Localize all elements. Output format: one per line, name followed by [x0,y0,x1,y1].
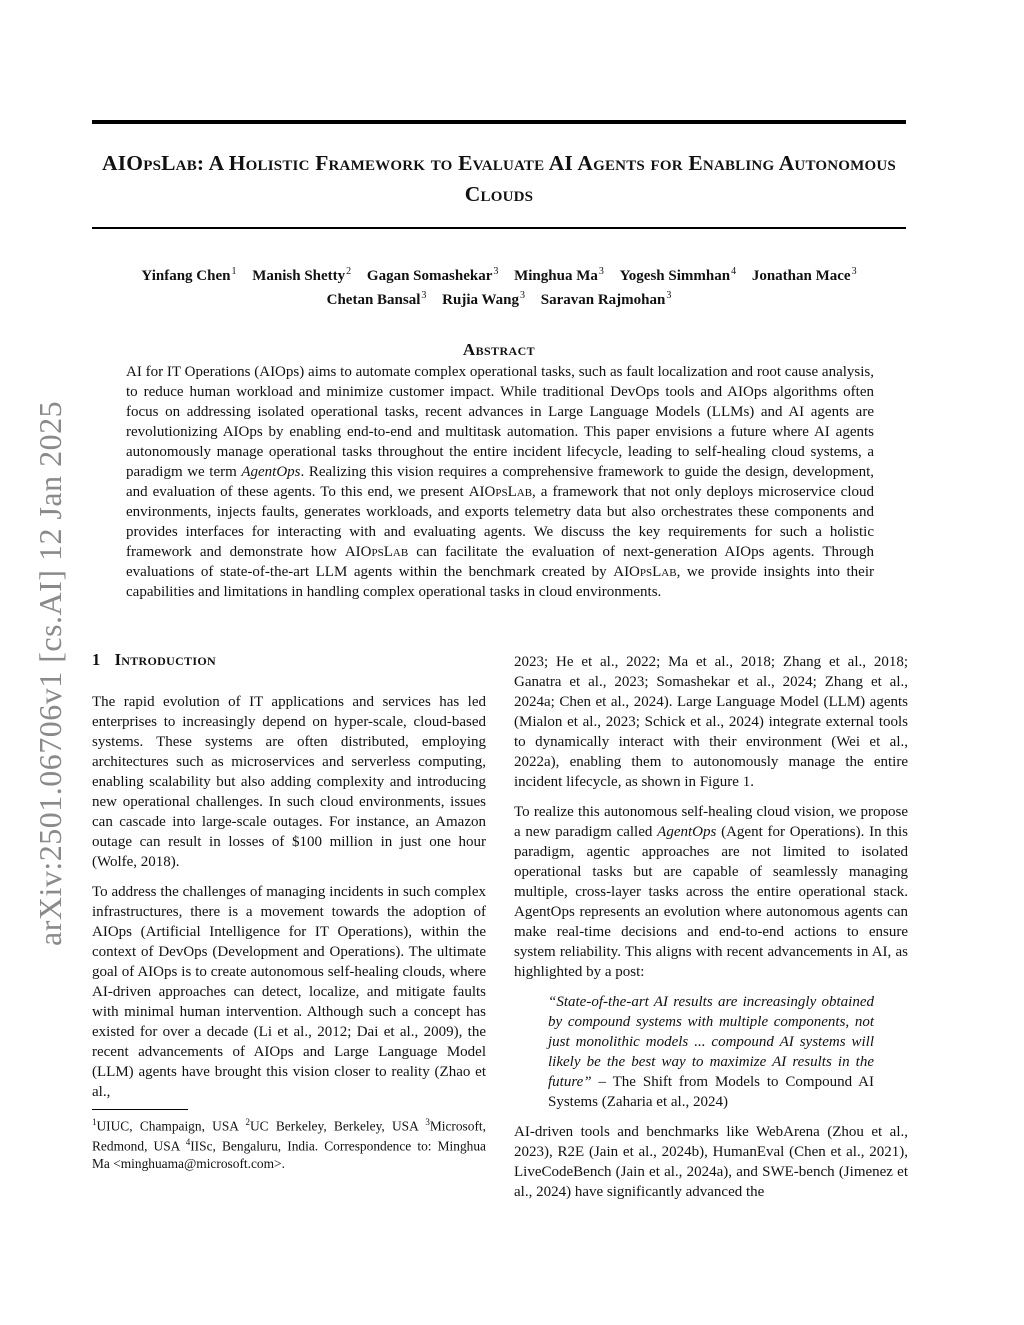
arxiv-identifier: arXiv:2501.06706v1 [cs.AI] 12 Jan 2025 [32,400,68,946]
footnote-text: UC Berkeley, Berkeley, USA [250,1118,426,1134]
author-name: Saravan Rajmohan [540,292,666,308]
footnote-mark: 3 [425,1117,430,1127]
author [367,268,498,284]
framework-name: AIOpsLab [344,544,409,560]
author-affiliation: 3 [520,290,525,301]
paragraph: The rapid evolution of IT applications and services has led enterprises to increasingly depend on hyper-scale, cloud-based systems. These systems are often distributed, employing architectures such as microservices and serverless computing, enabling scalability but also adding complexity and introducing new operational challenges. In such cloud environments, issues can cascade into large-scale outages. For instance, an Amazon outage can result in losses of $100 million in just one hour (Wolfe, 2018). [92,694,486,870]
author-affiliation: 1 [231,266,237,277]
author-affiliation: 3 [598,266,604,277]
author-name: Chetan Bansal [326,292,421,308]
author-name: Rujia Wang [442,292,519,308]
author [327,292,427,308]
author [514,268,604,284]
author-affiliation: 3 [851,266,857,277]
author [541,292,672,308]
abstract-part: , a framework that not only deploys microservice cloud environments, injects faults, generates workloads, and exports telemetry data but also orchestrates these components and provides interfaces for interacting with and evaluating agents. We discuss the key requirements for such a holistic framework and demonstrate how [126,484,874,560]
author [752,268,857,284]
quote-source: – The Shift from Models to Compound AI Systems (Zaharia et al., 2024) [548,1074,874,1110]
author-affiliation: 3 [493,266,499,277]
author-name: Yinfang Chen [141,268,231,284]
author-affiliation: 3 [666,290,672,301]
author [620,268,736,284]
abstract-heading: Abstract [462,340,536,359]
abstract-part: can facilitate the evaluation of next-generation AIOps agents. Through evaluations of state-of-the-art LLM agents within the benchmark created by [126,544,874,580]
framework-name: AIOpsLab [468,484,533,500]
left-column [92,692,486,1112]
quote-text: “State-of-the-art AI results are increasingly obtained by compound systems with multiple components, not just monolithic models ... compound AI systems will likely be the best way to maximize AI results in the future” [548,994,874,1090]
agentops-term: AgentOps [657,824,717,840]
paragraph: To address the challenges of managing incidents in such complex infrastructures, there is a movement towards the adoption of AIOps (Artificial Intelligence for IT Operations), within the context of DevOps (Development and Operations). The ultimate goal of AIOps is to create autonomous self-healing clouds, where AI-driven approaches can detect, localize, and mitigate faults with minimal human intervention. Although such a concept has existed for over a decade (Li et al., 2012; Dai et al., 2009), the recent advancements of AIOps and Large Language Model (LLM) agents have brought this vision closer to reality (Zhao et al., [92,884,486,1100]
abstract-part: , we provide insights into their capabilities and limitations in handling complex operational tasks in cloud environments. [126,564,875,600]
author-name: Gagan Somashekar [366,268,493,284]
author-list [92,262,906,310]
author-name: Minghua Ma [514,268,598,284]
author-affiliation: 3 [421,290,427,301]
author-name: Yogesh Simmhan [619,268,731,284]
author [442,292,525,308]
footnote-text: UIUC, Champaign, USA [96,1118,246,1134]
author [141,268,236,284]
paragraph-part: To realize this autonomous self-healing cloud vision, we propose a new paradigm called [514,804,908,840]
section-heading [92,650,492,670]
abstract-term: AgentOps [241,464,301,480]
paper-title: AIOpsLab: A Holistic Framework to Evaluate AI Agents for Enabling Autonomous Clouds [102,151,896,206]
footnote-text: IISc, Bengaluru, India. Correspondence to: Minghua Ma <minghuama@microsoft.com>. [92,1138,486,1171]
abstract-part: AI for IT Operations (AIOps) aims to automate complex operational tasks, such as fault localization and root cause analysis, to reduce human workload and minimize customer impact. While traditional DevOps tools and AIOps algorithms often focus on addressing isolated operational tasks, recent advances in Large Language Models (LLMs) and AI agents are revolutionizing AIOps by enabling end-to-end and multitask automation. This paper envisions a future where AI agents autonomously manage operational tasks throughout the entire incident lifecycle, leading to self-healing cloud systems, a paradigm we term [126,364,874,480]
author-affiliation: 2 [346,266,352,277]
block-quote [548,992,874,1112]
title-bottom-rule [92,227,906,229]
paragraph: AI-driven tools and benchmarks like WebArena (Zhou et al., 2023), R2E (Jain et al., 2024b), HumanEval (Chen et al., 2021), LiveCodeBench (Jain et al., 2024a), and SWE-bench (Jimenez et al., 2024) have significantly advanced the [514,1124,908,1200]
footnote-mark: 4 [185,1137,191,1148]
paragraph [514,802,908,982]
paragraph-part: (Agent for Operations). In this paradigm, agentic approaches are not limited to isolated operational tasks but are capable of seamlessly managing multiple, cross-layer tasks across the entire operational stack. AgentOps represents an evolution where autonomous agents can make real-time decisions and end-to-end actions to ensure system reliability. This aligns with recent advancements in AI, as highlighted by a post: [514,824,909,980]
framework-name: AIOpsLab [613,564,677,580]
right-column [514,652,908,1212]
author [252,268,351,284]
footnote [92,1114,486,1172]
author-name: Jonathan Mace [751,268,851,284]
footnote-mark: 1 [92,1117,97,1127]
section-number: 1 [92,650,101,669]
footnote-text: Microsoft, Redmond, USA [92,1118,486,1154]
paragraph: 2023; He et al., 2022; Ma et al., 2018; Zhang et al., 2018; Ganatra et al., 2023; Somashekar et al., 2024; Zhang et al., 2024a; Chen et al., 2024). Large Language Model (LLM) agents (Mialon et al., 2023; Schick et al., 2024) integrate external tools to dynamically interact with their environment (Wei et al., 2022a), enabling them to autonomously manage the entire incident lifecycle, as shown in Figure 1. [514,654,908,790]
abstract-text [126,362,874,602]
footnote-mark: 2 [245,1117,250,1127]
section-title: Introduction [114,650,216,669]
abstract-part: . Realizing this vision requires a comprehensive framework to guide the design, development, and evaluation of these agents. To this end, we present [126,464,874,500]
title-top-rule [92,120,906,124]
author-affiliation: 4 [731,266,737,277]
footnote-rule [92,1109,188,1110]
author-name: Manish Shetty [252,268,346,284]
